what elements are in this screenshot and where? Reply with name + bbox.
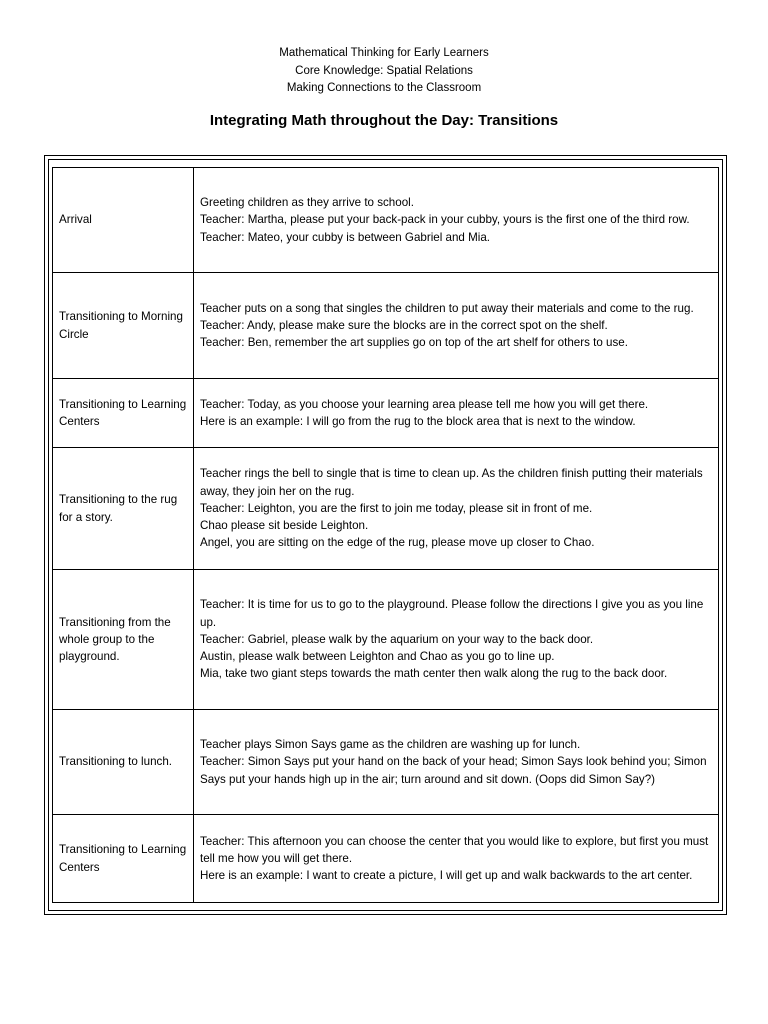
page-title: Integrating Math throughout the Day: Transitions: [209, 112, 559, 129]
row-label-cell: [53, 815, 194, 903]
table-row: [53, 379, 719, 448]
row-label: Transitioning to Learning Centers: [59, 843, 187, 874]
row-text-cell: [194, 168, 719, 273]
table-row: [53, 815, 719, 903]
row-label: Transitioning to Learning Centers: [59, 397, 187, 428]
row-text-cell: [194, 815, 719, 903]
row-label: Transitioning to the rug for a story.: [59, 493, 178, 524]
row-label-cell: [53, 448, 194, 570]
row-text-cell: [194, 273, 719, 379]
header-line-3: Making Connections to the Classroom: [286, 82, 482, 94]
row-label: Transitioning from the whole group to the playground.: [59, 615, 171, 664]
header-line-2: Core Knowledge: Spatial Relations: [295, 64, 473, 77]
row-text-cell: [194, 448, 719, 570]
row-text: Teacher plays Simon Says game as the children are washing up for lunch. Teacher: Simon Says put your hand on the back of your head; Simon Says look behind you; Simon Says put your hands high up in the air; turn around and sit down. (Oops did Simon Say?): [200, 738, 707, 786]
header-line-1: Mathematical Thinking for Early Learners: [279, 47, 489, 59]
row-text-cell: [194, 379, 719, 448]
table-row: [53, 570, 719, 710]
table-row: [53, 168, 719, 273]
transitions-table: [52, 167, 719, 903]
row-label: Transitioning to Morning Circle: [59, 310, 183, 341]
document-header: [0, 45, 768, 98]
row-text-cell: [194, 710, 719, 815]
row-label: Arrival: [59, 213, 92, 227]
row-text: Greeting children as they arrive to school. Teacher: Martha, please put your back-pack in your cubby, yours is the first one of the third row. Teacher: Mateo, your cubby is between Gabriel and Mia.: [200, 196, 690, 244]
row-label-cell: [53, 570, 194, 710]
row-label-cell: [53, 168, 194, 273]
row-label-cell: [53, 379, 194, 448]
row-text-cell: [194, 570, 719, 710]
row-label: Transitioning to lunch.: [59, 755, 172, 769]
row-label-cell: [53, 710, 194, 815]
row-label-cell: [53, 273, 194, 379]
row-text: Teacher: It is time for us to go to the playground. Please follow the directions I give you as you line up. Teacher: Gabriel, please walk by the aquarium on your way to the back door. Austin, please walk between Leighton and Chao as you go to line up. Mia, take two giant steps towards the math center then walk along the rug to the back door.: [200, 598, 704, 681]
row-text: Teacher: Today, as you choose your learning area please tell me how you will get there. Here is an example: I will go from the rug to the block area that is next to the window.: [200, 397, 649, 428]
table-row: [53, 448, 719, 570]
table-row: [53, 273, 719, 379]
row-text: Teacher puts on a song that singles the children to put away their materials and come to the rug. Teacher: Andy, please make sure the blocks are in the correct spot on the shelf. Teacher: Ben, remember the art supplies go on top of the art shelf for others to use.: [200, 301, 694, 350]
row-text: Teacher rings the bell to single that is time to clean up. As the children finish putting their materials away, they join her on the rug. Teacher: Leighton, you are the first to join me today, please sit in front of me. Chao please sit beside Leighton. Angel, you are sitting on the edge of the rug, please move up closer to Chao.: [200, 467, 703, 550]
row-text: Teacher: This afternoon you can choose the center that you would like to explore, but first you must tell me how you will get there. Here is an example: I want to create a picture, I will get up and walk backwards to the art center.: [200, 834, 709, 883]
table-row: [53, 710, 719, 815]
